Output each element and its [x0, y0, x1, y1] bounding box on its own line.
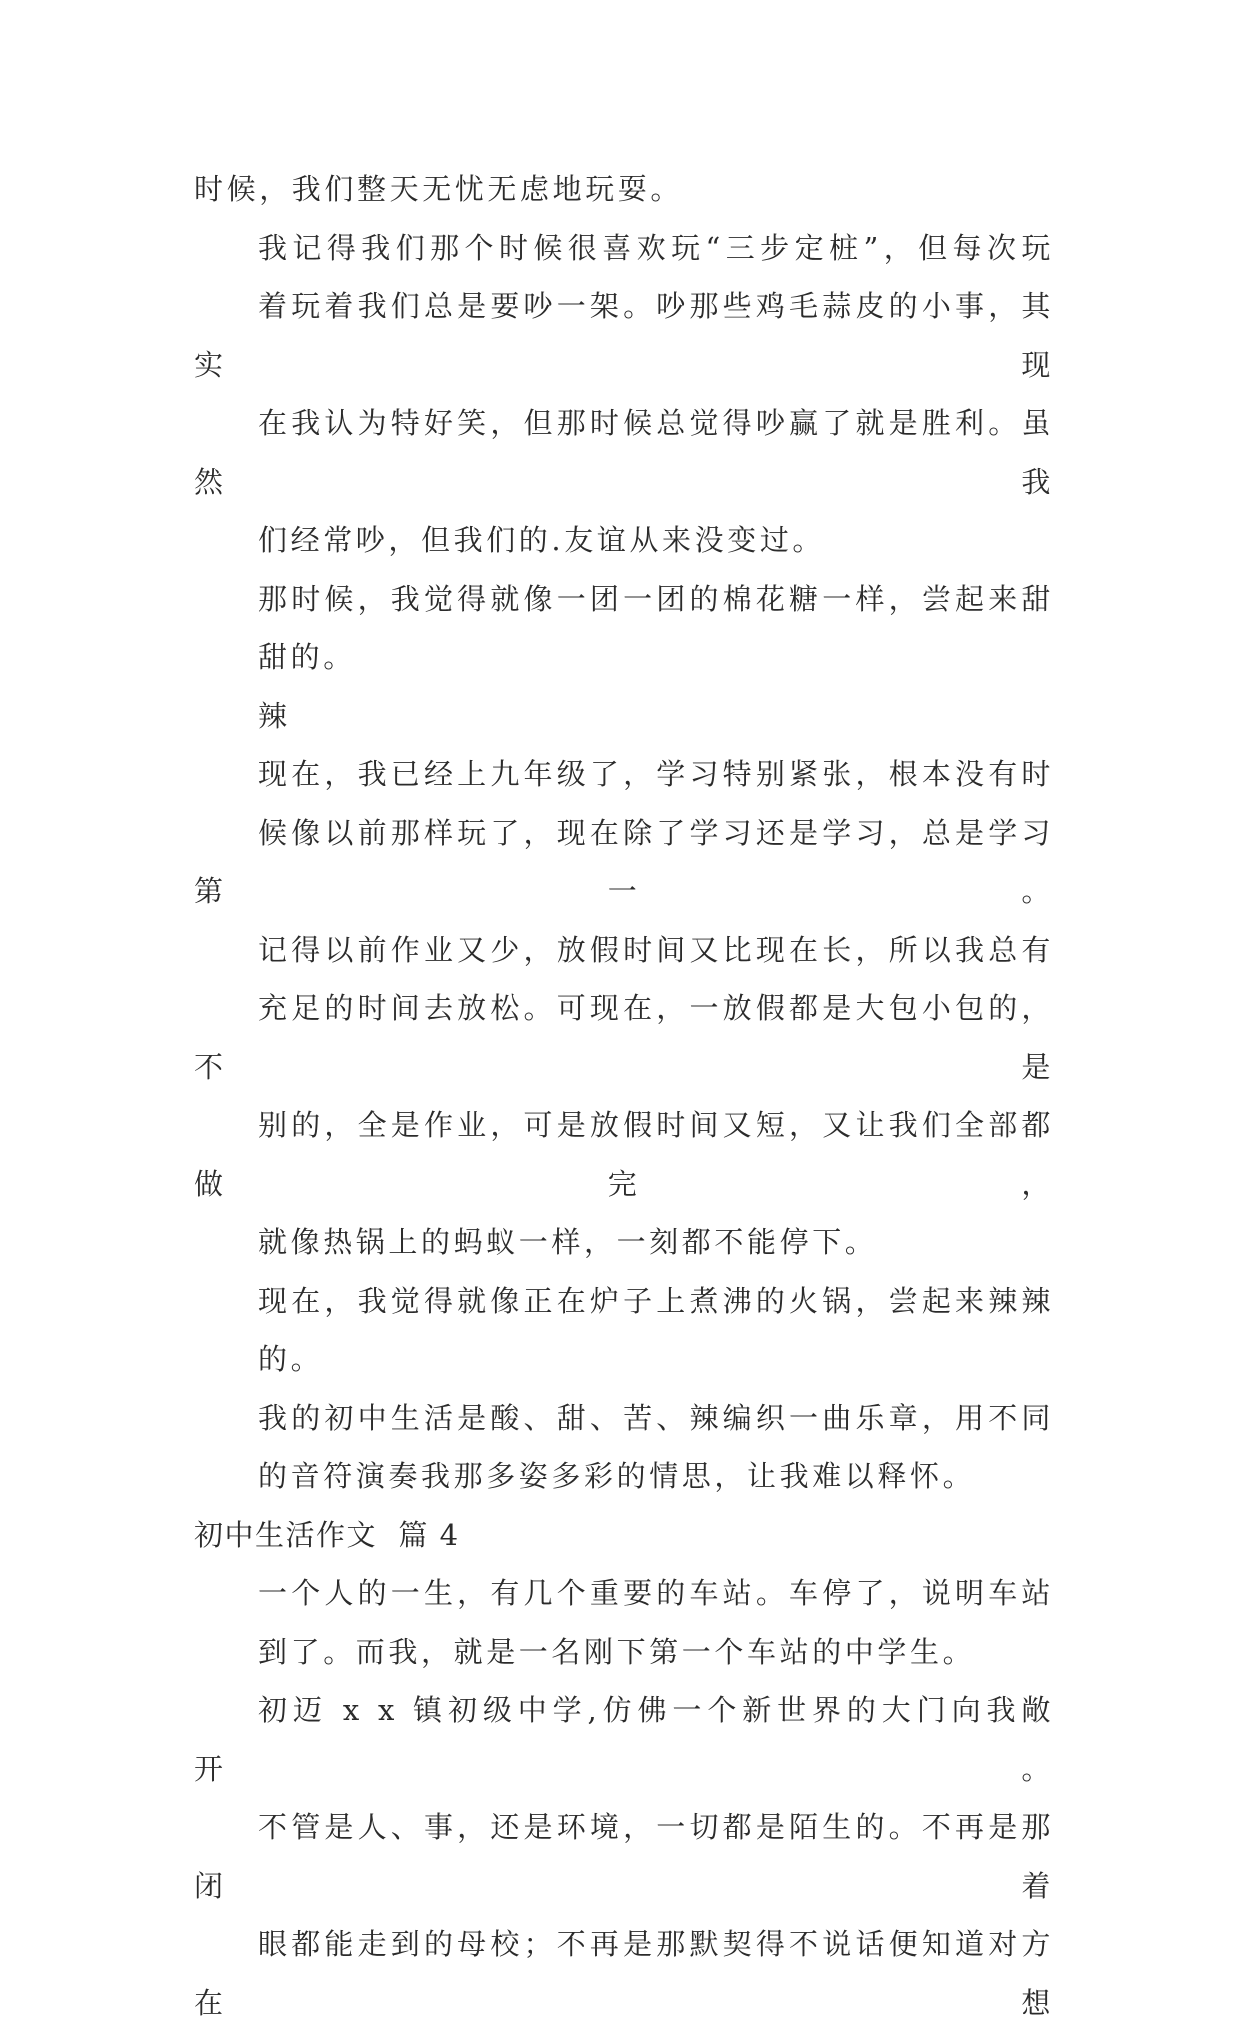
text-line: 甜的。: [258, 640, 356, 674]
paragraph: [194, 1564, 1054, 1681]
text-line: 那时候，我觉得就像一团一团的棉花糖一样，尝起来甜: [258, 581, 1054, 616]
paragraph-continuation: [194, 160, 1054, 219]
text-line: 着玩着我们总是要吵一架。吵那些鸡毛蒜皮的小事，其实现: [194, 289, 1054, 382]
text-line: 初迈 x x 镇初级中学,仿佛一个新世界的大门向我敞开。: [194, 1693, 1054, 1786]
text-line: 在我认为特好笑，但那时候总觉得吵赢了就是胜利。虽然我: [194, 406, 1054, 499]
text-line: 一个人的一生，有几个重要的车站。车停了，说明车站: [258, 1576, 1054, 1610]
paragraph: [194, 570, 1054, 687]
text-line: 不管是人、事，还是环境，一切都是陌生的。不再是那闭着: [194, 1810, 1054, 1903]
text-line: 记得以前作业又少，放假时间又比现在长，所以我总有: [258, 932, 1054, 967]
paragraph: [194, 745, 1054, 921]
paragraph: [194, 1681, 1054, 2032]
text-line: 别的，全是作业，可是放假时间又短，又让我们全部都做完，: [194, 1108, 1054, 1201]
paragraph: [194, 1272, 1054, 1389]
text-line: 的。: [258, 1342, 324, 1376]
text-line: 我记得我们那个时候很喜欢玩“三步定桩”，但每次玩: [258, 230, 1054, 265]
paragraph: [194, 1389, 1054, 1506]
text-line: 们经常吵，但我们的.友谊从来没变过。: [258, 523, 826, 557]
paragraph: [194, 219, 1054, 570]
text-line: 到了。而我，就是一名刚下第一个车站的中学生。: [258, 1634, 976, 1669]
text-line: 现在，我已经上九年级了，学习特别紧张，根本没有时: [258, 757, 1054, 791]
text-line: 辣: [258, 698, 291, 733]
text-line: 就像热锅上的蚂蚁一样，一刻都不能停下。: [258, 1225, 878, 1259]
paragraph: [194, 921, 1054, 1272]
text-line: 的音符演奏我那多姿多彩的情思，让我难以释怀。: [258, 1459, 976, 1493]
text-line: 候像以前那样玩了，现在除了学习还是学习，总是学习第一。: [194, 815, 1054, 908]
text-line: 现在，我觉得就像正在炉子上煮沸的火锅，尝起来辣辣: [258, 1283, 1054, 1318]
section-heading: [194, 1506, 1054, 1565]
text-line: 我的初中生活是酸、甜、苦、辣编织一曲乐章，用不同: [258, 1400, 1054, 1435]
paragraph: [194, 687, 1054, 746]
text-line: 时候，我们整天无忧无虑地玩耍。: [194, 172, 684, 206]
document-body: [194, 160, 1054, 2032]
text-line: 眼都能走到的母校；不再是那默契得不说话便知道对方在想: [194, 1927, 1054, 2020]
text-line: 充足的时间去放松。可现在，一放假都是大包小包的，不是: [194, 991, 1054, 1084]
heading-text: 初中生活作文 篇 4: [194, 1517, 460, 1552]
